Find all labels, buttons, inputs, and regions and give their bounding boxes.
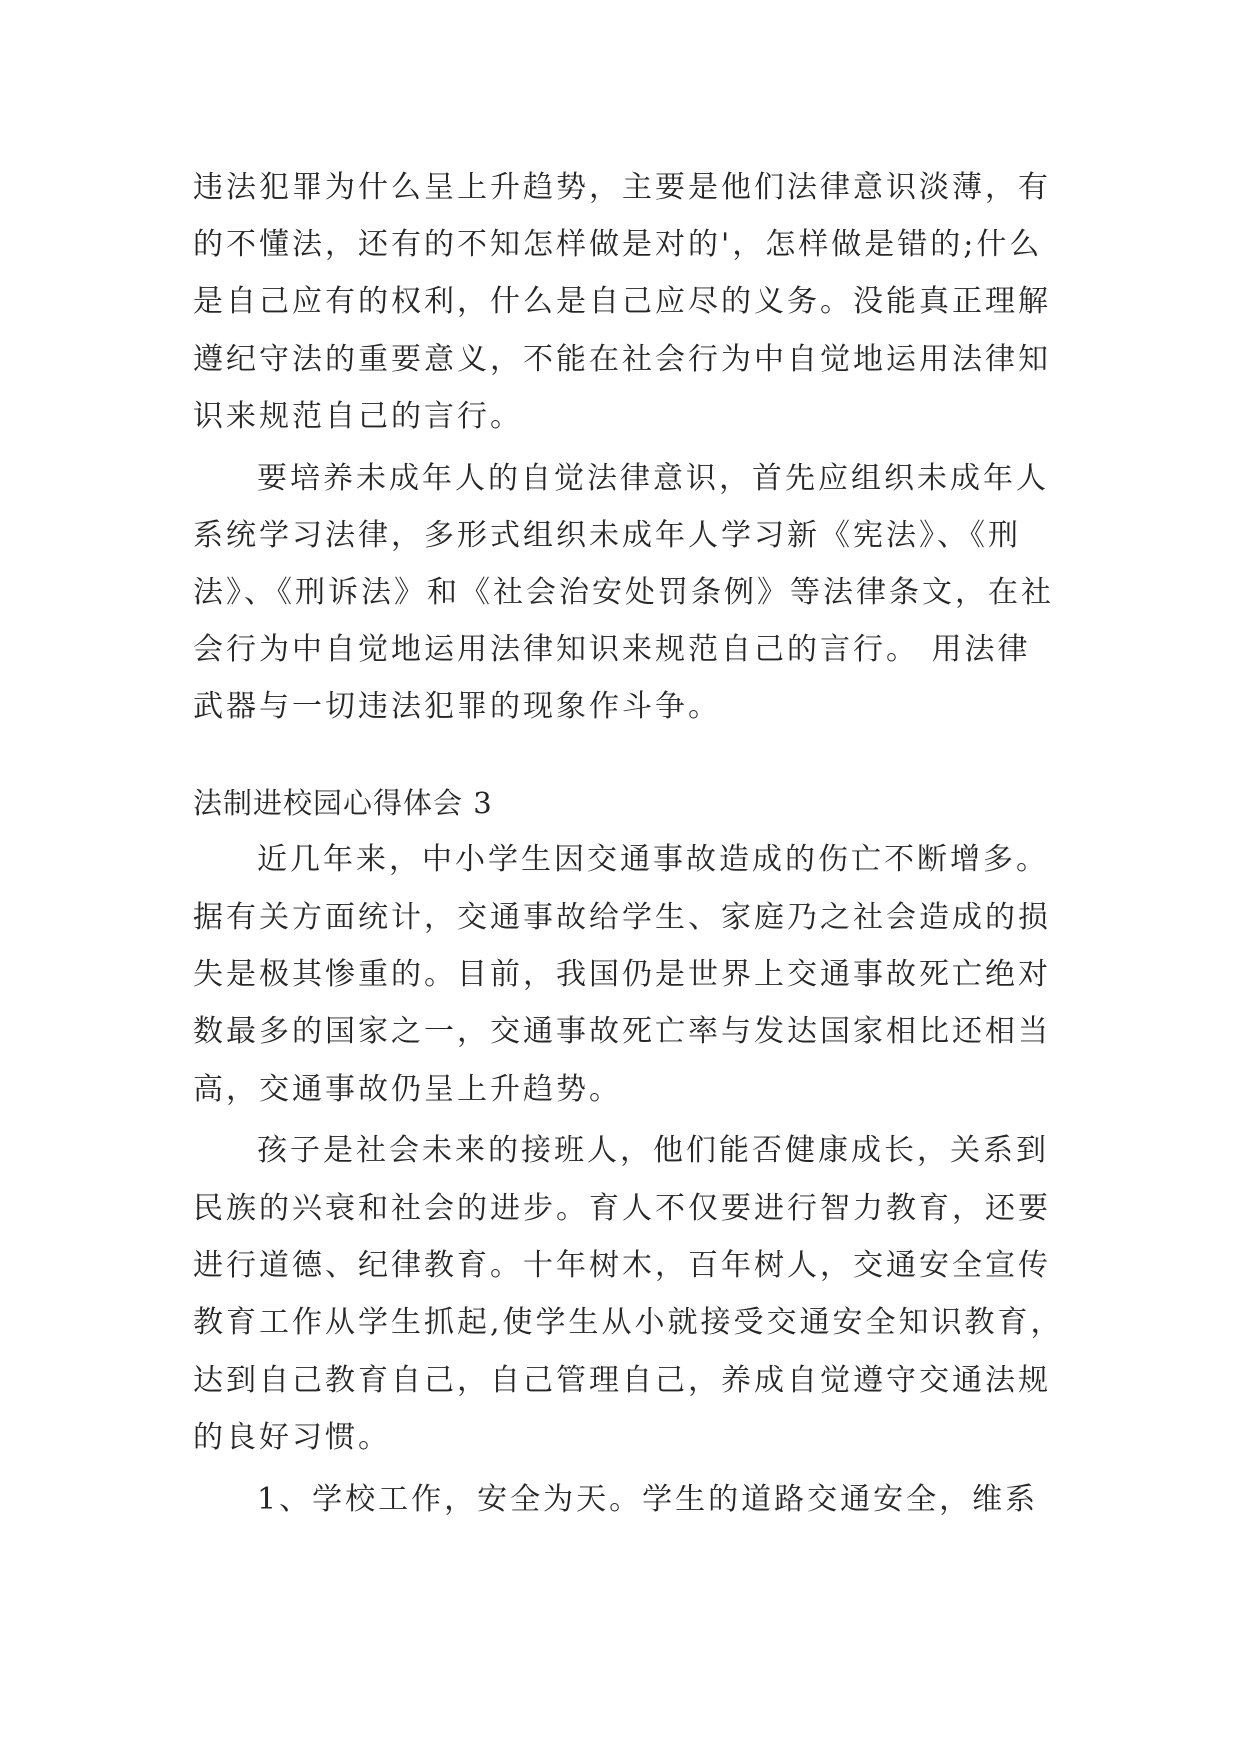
paragraph-2-line-2: 系统学习法律，多形式组织未成年人学习新《宪法》、《刑	[193, 518, 1021, 553]
paragraph-4-line-1: 孩子是社会未来的接班人，他们能否健康成长，关系到	[257, 1133, 1049, 1168]
paragraph-2-line-3: 法》、《刑诉法》和《社会治安处罚条例》等法律条文，在社	[193, 575, 1054, 610]
paragraph-4-line-6: 的良好习惯。	[193, 1420, 391, 1455]
paragraph-4-line-5: 达到自己教育自己，自己管理自己，养成自觉遵守交通法规	[193, 1363, 1051, 1398]
paragraph-4-line-4: 教育工作从学生抓起,使学生从小就接受交通安全知识教育，	[193, 1305, 1064, 1340]
paragraph-4-line-2: 民族的兴衰和社会的进步。育人不仅要进行智力教育，还要	[193, 1191, 1051, 1226]
paragraph-2-line-4: 会行为中自觉地运用法律知识来规范自己的言行。 用法律	[193, 632, 1031, 667]
paragraph-3-line-1: 近几年来，中小学生因交通事故造成的伤亡不断增多。	[257, 842, 1049, 877]
paragraph-3-line-5: 高，交通事故仍呈上升趋势。	[193, 1072, 622, 1107]
paragraph-3-line-4: 数最多的国家之一，交通事故死亡率与发达国家相比还相当	[193, 1014, 1051, 1049]
paragraph-1-line-2: 的不懂法，还有的不知怎样做是对的'，怎样做是错的;什么	[193, 227, 1043, 262]
paragraph-1-line-5: 识来规范自己的言行。	[193, 399, 523, 434]
paragraph-1-line-1: 违法犯罪为什么呈上升趋势，主要是他们法律意识淡薄，有	[193, 170, 1051, 205]
paragraph-1-line-3: 是自己应有的权利，什么是自己应尽的义务。没能真正理解	[193, 284, 1051, 319]
section-heading: 法制进校园心得体会 3	[193, 786, 493, 820]
paragraph-3-line-2: 据有关方面统计，交通事故给学生、家庭乃之社会造成的损	[193, 900, 1051, 935]
paragraph-1-line-4: 遵纪守法的重要意义，不能在社会行为中自觉地运用法律知	[193, 342, 1051, 377]
paragraph-2-line-5: 武器与一切违法犯罪的现象作斗争。	[193, 689, 721, 724]
paragraph-3-line-3: 失是极其惨重的。目前，我国仍是世界上交通事故死亡绝对	[193, 957, 1051, 992]
paragraph-4-line-3: 进行道德、纪律教育。十年树木，百年树人，交通安全宣传	[193, 1248, 1051, 1283]
paragraph-2-line-1: 要培养未成年人的自觉法律意识，首先应组织未成年人	[257, 461, 1049, 496]
paragraph-5-line-1: 1、学校工作，安全为天。学生的道路交通安全，维系	[257, 1482, 1039, 1517]
